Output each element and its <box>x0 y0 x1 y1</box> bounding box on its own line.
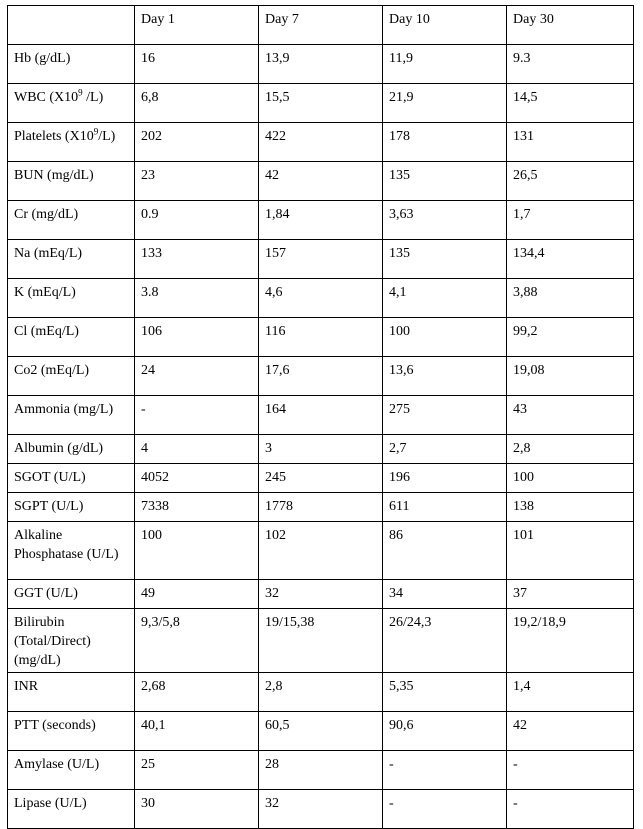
table-row <box>8 45 634 84</box>
value-cell: - <box>135 396 259 435</box>
lab-results-table <box>7 5 634 829</box>
value-cell: 60,5 <box>259 712 383 751</box>
value-cell: 1,4 <box>507 673 634 712</box>
value-cell: 2,8 <box>507 435 634 464</box>
value-cell: 196 <box>383 464 507 493</box>
value-cell: - <box>383 751 507 790</box>
table-row <box>8 580 634 609</box>
table-row <box>8 318 634 357</box>
value-cell: - <box>383 790 507 829</box>
header-cell <box>8 6 135 45</box>
row-label-cell <box>8 751 135 790</box>
value-cell: 422 <box>259 123 383 162</box>
table-row <box>8 790 634 829</box>
row-label-cell <box>8 162 135 201</box>
value-cell: 3,88 <box>507 279 634 318</box>
value-cell: 90,6 <box>383 712 507 751</box>
label-text: BUN (mg/dL) <box>14 168 94 183</box>
label-text: K (mEq/L) <box>14 285 76 300</box>
value-cell: 202 <box>135 123 259 162</box>
value-cell: 7338 <box>135 493 259 522</box>
value-cell: 100 <box>135 522 259 580</box>
table-row <box>8 522 634 580</box>
value-cell: 164 <box>259 396 383 435</box>
label-text: Na (mEq/L) <box>14 246 83 261</box>
label-text: Lipase (U/L) <box>14 796 87 811</box>
value-cell: 13,9 <box>259 45 383 84</box>
row-label-cell <box>8 493 135 522</box>
value-cell: 23 <box>135 162 259 201</box>
table-row <box>8 123 634 162</box>
row-label-cell <box>8 123 135 162</box>
row-label-cell <box>8 45 135 84</box>
value-cell: 134,4 <box>507 240 634 279</box>
row-label-cell <box>8 580 135 609</box>
value-cell: 102 <box>259 522 383 580</box>
table-row <box>8 201 634 240</box>
table-row <box>8 464 634 493</box>
value-cell: 101 <box>507 522 634 580</box>
value-cell: 4 <box>135 435 259 464</box>
value-cell: 1778 <box>259 493 383 522</box>
value-cell: 13,6 <box>383 357 507 396</box>
value-cell: 19/15,38 <box>259 609 383 673</box>
value-cell: 4,1 <box>383 279 507 318</box>
value-cell: 245 <box>259 464 383 493</box>
value-cell: 42 <box>259 162 383 201</box>
value-cell: 17,6 <box>259 357 383 396</box>
table-row <box>8 712 634 751</box>
value-cell: 100 <box>383 318 507 357</box>
label-text: GGT (U/L) <box>14 586 78 601</box>
value-cell: 86 <box>383 522 507 580</box>
value-cell: 3,63 <box>383 201 507 240</box>
value-cell: 138 <box>507 493 634 522</box>
table-body <box>8 6 634 829</box>
label-text: PTT (seconds) <box>14 718 96 733</box>
label-text: Hb (g/dL) <box>14 51 71 66</box>
value-cell: 106 <box>135 318 259 357</box>
label-text: Albumin (g/dL) <box>14 441 104 456</box>
label-text: Ammonia (mg/L) <box>14 402 114 417</box>
label-text: Co2 (mEq/L) <box>14 363 90 378</box>
row-label-cell <box>8 279 135 318</box>
table-row <box>8 609 634 673</box>
value-cell: 32 <box>259 580 383 609</box>
row-label-cell <box>8 396 135 435</box>
label-superscript: 9 <box>78 87 83 98</box>
row-label-cell <box>8 609 135 673</box>
label-text: Cr (mg/dL) <box>14 207 79 222</box>
value-cell: 9,3/5,8 <box>135 609 259 673</box>
row-label-cell <box>8 790 135 829</box>
value-cell: - <box>507 751 634 790</box>
value-cell: 25 <box>135 751 259 790</box>
value-cell: 275 <box>383 396 507 435</box>
value-cell: 14,5 <box>507 84 634 123</box>
value-cell: 131 <box>507 123 634 162</box>
table-row <box>8 493 634 522</box>
table-row <box>8 673 634 712</box>
value-cell: 116 <box>259 318 383 357</box>
value-cell: 6,8 <box>135 84 259 123</box>
value-cell: 5,35 <box>383 673 507 712</box>
value-cell: 4,6 <box>259 279 383 318</box>
label-text: INR <box>14 679 39 694</box>
value-cell: 2,8 <box>259 673 383 712</box>
value-cell: 4052 <box>135 464 259 493</box>
row-label-cell <box>8 522 135 580</box>
label-text: Amylase (U/L) <box>14 757 100 772</box>
value-cell: 15,5 <box>259 84 383 123</box>
table-row <box>8 279 634 318</box>
value-cell: 34 <box>383 580 507 609</box>
label-superscript: 9 <box>93 126 99 137</box>
row-label-cell <box>8 673 135 712</box>
row-label-cell <box>8 240 135 279</box>
value-cell: 135 <box>383 162 507 201</box>
value-cell: 99,2 <box>507 318 634 357</box>
value-cell: 40,1 <box>135 712 259 751</box>
value-cell: 9.3 <box>507 45 634 84</box>
value-cell: 30 <box>135 790 259 829</box>
value-cell: 32 <box>259 790 383 829</box>
value-cell: 3 <box>259 435 383 464</box>
value-cell: 3.8 <box>135 279 259 318</box>
row-label-cell <box>8 84 135 123</box>
row-label-cell <box>8 201 135 240</box>
table-row <box>8 240 634 279</box>
value-cell: 0.9 <box>135 201 259 240</box>
table-row <box>8 435 634 464</box>
value-cell: 100 <box>507 464 634 493</box>
header-cell: Day 7 <box>259 6 383 45</box>
table-row <box>8 84 634 123</box>
table-row <box>8 751 634 790</box>
value-cell: 1,84 <box>259 201 383 240</box>
value-cell: 37 <box>507 580 634 609</box>
label-text: Platelets (X10 <box>14 129 94 144</box>
value-cell: 19,2/18,9 <box>507 609 634 673</box>
row-label-cell <box>8 435 135 464</box>
value-cell: 24 <box>135 357 259 396</box>
value-cell: 19,08 <box>507 357 634 396</box>
label-text: /L) <box>98 129 116 144</box>
row-label-cell <box>8 357 135 396</box>
header-cell: Day 1 <box>135 6 259 45</box>
value-cell: 26/24,3 <box>383 609 507 673</box>
row-label-cell <box>8 318 135 357</box>
label-text: SGOT (U/L) <box>14 470 86 485</box>
label-text: SGPT (U/L) <box>14 499 84 514</box>
label-text: /L) <box>82 90 104 105</box>
value-cell: 21,9 <box>383 84 507 123</box>
value-cell: 157 <box>259 240 383 279</box>
value-cell: 26,5 <box>507 162 634 201</box>
table-row <box>8 396 634 435</box>
row-label-cell <box>8 712 135 751</box>
value-cell: 178 <box>383 123 507 162</box>
value-cell: 1,7 <box>507 201 634 240</box>
value-cell: 2,68 <box>135 673 259 712</box>
value-cell: 133 <box>135 240 259 279</box>
value-cell: 43 <box>507 396 634 435</box>
label-text: Bilirubin (Total/Direct) (mg/dL) <box>14 615 91 668</box>
label-text: Cl (mEq/L) <box>14 324 79 339</box>
table-row <box>8 357 634 396</box>
header-cell: Day 10 <box>383 6 507 45</box>
row-label-cell <box>8 464 135 493</box>
value-cell: 49 <box>135 580 259 609</box>
value-cell: - <box>507 790 634 829</box>
value-cell: 16 <box>135 45 259 84</box>
value-cell: 135 <box>383 240 507 279</box>
value-cell: 11,9 <box>383 45 507 84</box>
header-cell: Day 30 <box>507 6 634 45</box>
value-cell: 28 <box>259 751 383 790</box>
label-text: WBC (X10 <box>14 90 79 105</box>
value-cell: 611 <box>383 493 507 522</box>
value-cell: 2,7 <box>383 435 507 464</box>
table-row <box>8 162 634 201</box>
label-text: Alkaline Phosphatase (U/L) <box>14 528 119 562</box>
header-row <box>8 6 634 45</box>
value-cell: 42 <box>507 712 634 751</box>
